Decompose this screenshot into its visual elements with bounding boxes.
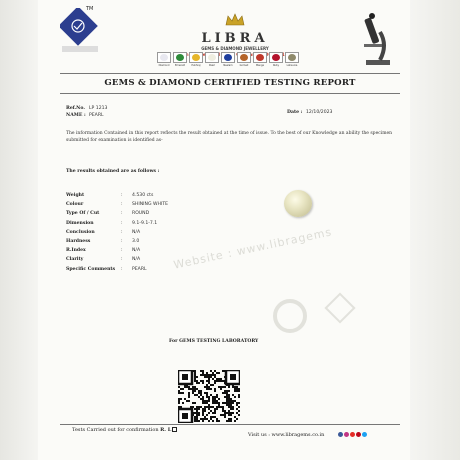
result-value: N/A bbox=[132, 248, 141, 254]
gem-stone-icon bbox=[224, 54, 232, 61]
result-colon: : bbox=[121, 211, 123, 217]
gem-names-row bbox=[157, 64, 299, 67]
pearl-photo bbox=[284, 190, 312, 217]
result-value: 9.1-9.1-7.1 bbox=[132, 220, 158, 226]
name-value: PEARL bbox=[89, 113, 104, 118]
watermark-ring-icon bbox=[270, 296, 310, 336]
certification-seal-icon bbox=[60, 8, 108, 60]
gem-name: Ruby bbox=[272, 64, 279, 67]
result-label: Colour bbox=[66, 202, 84, 208]
result-colon: : bbox=[121, 202, 123, 208]
gem-name: Pukhraj bbox=[191, 64, 201, 67]
results-heading: The results obtained are as follows : bbox=[66, 169, 160, 174]
gem-icon bbox=[237, 52, 251, 63]
gem-stone-icon bbox=[208, 54, 216, 61]
footer-rule bbox=[60, 424, 400, 425]
result-colon: : bbox=[121, 257, 123, 263]
gem-name: Emerald bbox=[175, 64, 185, 67]
youtube-icon[interactable] bbox=[350, 432, 355, 437]
ref-value: LP 1213 bbox=[89, 106, 108, 111]
qr-code bbox=[178, 370, 240, 423]
twitter-icon[interactable] bbox=[362, 432, 367, 437]
rl-label: R. L bbox=[160, 427, 172, 433]
result-colon: : bbox=[121, 239, 123, 244]
result-label: Weight bbox=[66, 193, 85, 198]
watermark-diamond-icon bbox=[320, 288, 360, 328]
trademark-label: TM bbox=[86, 6, 94, 12]
result-label: Hardness bbox=[66, 239, 91, 244]
gem-icon bbox=[205, 52, 219, 63]
pinterest-icon[interactable] bbox=[356, 432, 361, 437]
background-left bbox=[0, 0, 38, 460]
gem-stone-icon bbox=[240, 54, 248, 61]
result-value: ROUND bbox=[132, 211, 150, 217]
result-label: R.Index bbox=[66, 248, 86, 254]
result-colon: : bbox=[121, 193, 123, 198]
gem-name: Neelam bbox=[223, 64, 233, 67]
report-title: GEMS & DIAMOND CERTIFIED TESTING REPORT bbox=[104, 78, 356, 88]
gem-icon bbox=[221, 52, 235, 63]
result-label: Dimension bbox=[66, 220, 94, 226]
microscope-icon bbox=[360, 10, 394, 68]
intro-paragraph: The information Contained in this report reflects the result obtained at the time of issue. To the best of our Knowledge an ability the specimen submitted for examination is identified as- bbox=[66, 131, 393, 143]
result-colon: : bbox=[121, 248, 123, 254]
result-value: SHINING WHITE bbox=[132, 202, 169, 208]
gem-stone-icon bbox=[176, 54, 184, 61]
tests-note bbox=[72, 427, 177, 433]
gem-name: Diamond bbox=[158, 64, 170, 67]
visit-line bbox=[248, 432, 324, 438]
result-label: Clarity bbox=[66, 257, 84, 263]
rl-checkbox[interactable] bbox=[172, 427, 177, 432]
header-rule bbox=[60, 73, 400, 74]
result-label: Type Of / Cut bbox=[66, 211, 100, 217]
visit-url[interactable]: www.libragems.co.in bbox=[271, 432, 325, 438]
gem-icon bbox=[269, 52, 283, 63]
gem-icon bbox=[173, 52, 187, 63]
result-value: 4.530 cts bbox=[132, 193, 154, 198]
result-label: Conclusion bbox=[66, 229, 95, 235]
gem-stone-icon bbox=[272, 54, 280, 61]
gem-stone-icon bbox=[160, 54, 168, 61]
result-value: 3.0 bbox=[132, 239, 140, 244]
visit-label: Visit us : bbox=[248, 432, 270, 438]
gem-name: Pearl bbox=[209, 64, 215, 67]
date-label: Date : bbox=[287, 110, 303, 115]
result-value: N/A bbox=[132, 257, 141, 263]
result-value: PEARL bbox=[132, 266, 147, 272]
ref-label: Ref.No. bbox=[66, 106, 85, 111]
result-value: N/A bbox=[132, 229, 141, 235]
result-colon: : bbox=[121, 229, 123, 235]
name-label: NAME : bbox=[66, 113, 86, 118]
gem-icon bbox=[285, 52, 299, 63]
background-right bbox=[410, 0, 460, 460]
gem-name: Gomed bbox=[239, 64, 249, 67]
crown-logo-icon bbox=[224, 13, 246, 27]
gem-name: Lahsunia bbox=[286, 64, 298, 67]
gem-icons-row bbox=[157, 52, 299, 63]
gem-name: Manga bbox=[255, 64, 265, 67]
tests-text: Tests Carried out for confirmation bbox=[72, 427, 159, 433]
website-watermark: Website : www.libragems bbox=[172, 225, 334, 272]
gem-stone-icon bbox=[256, 54, 264, 61]
gem-stone-icon bbox=[192, 54, 200, 61]
instagram-icon[interactable] bbox=[344, 432, 349, 437]
social-icons bbox=[338, 432, 367, 437]
facebook-icon[interactable] bbox=[338, 432, 343, 437]
brand-name: LIBRA bbox=[201, 31, 269, 46]
brand-block bbox=[180, 12, 290, 57]
gem-icon bbox=[189, 52, 203, 63]
gem-stone-icon bbox=[288, 54, 296, 61]
gem-icon bbox=[253, 52, 267, 63]
brand-subtitle: GEMS & DIAMOND JEWELLERY bbox=[201, 46, 269, 51]
result-label: Specific Comments bbox=[66, 266, 116, 272]
result-colon: : bbox=[121, 220, 123, 226]
lab-label: For GEMS TESTING LABORATORY bbox=[169, 339, 259, 344]
gem-icon bbox=[157, 52, 171, 63]
result-colon: : bbox=[121, 266, 123, 272]
title-rule bbox=[60, 93, 400, 94]
date-value: 12/10/2023 bbox=[306, 110, 333, 115]
